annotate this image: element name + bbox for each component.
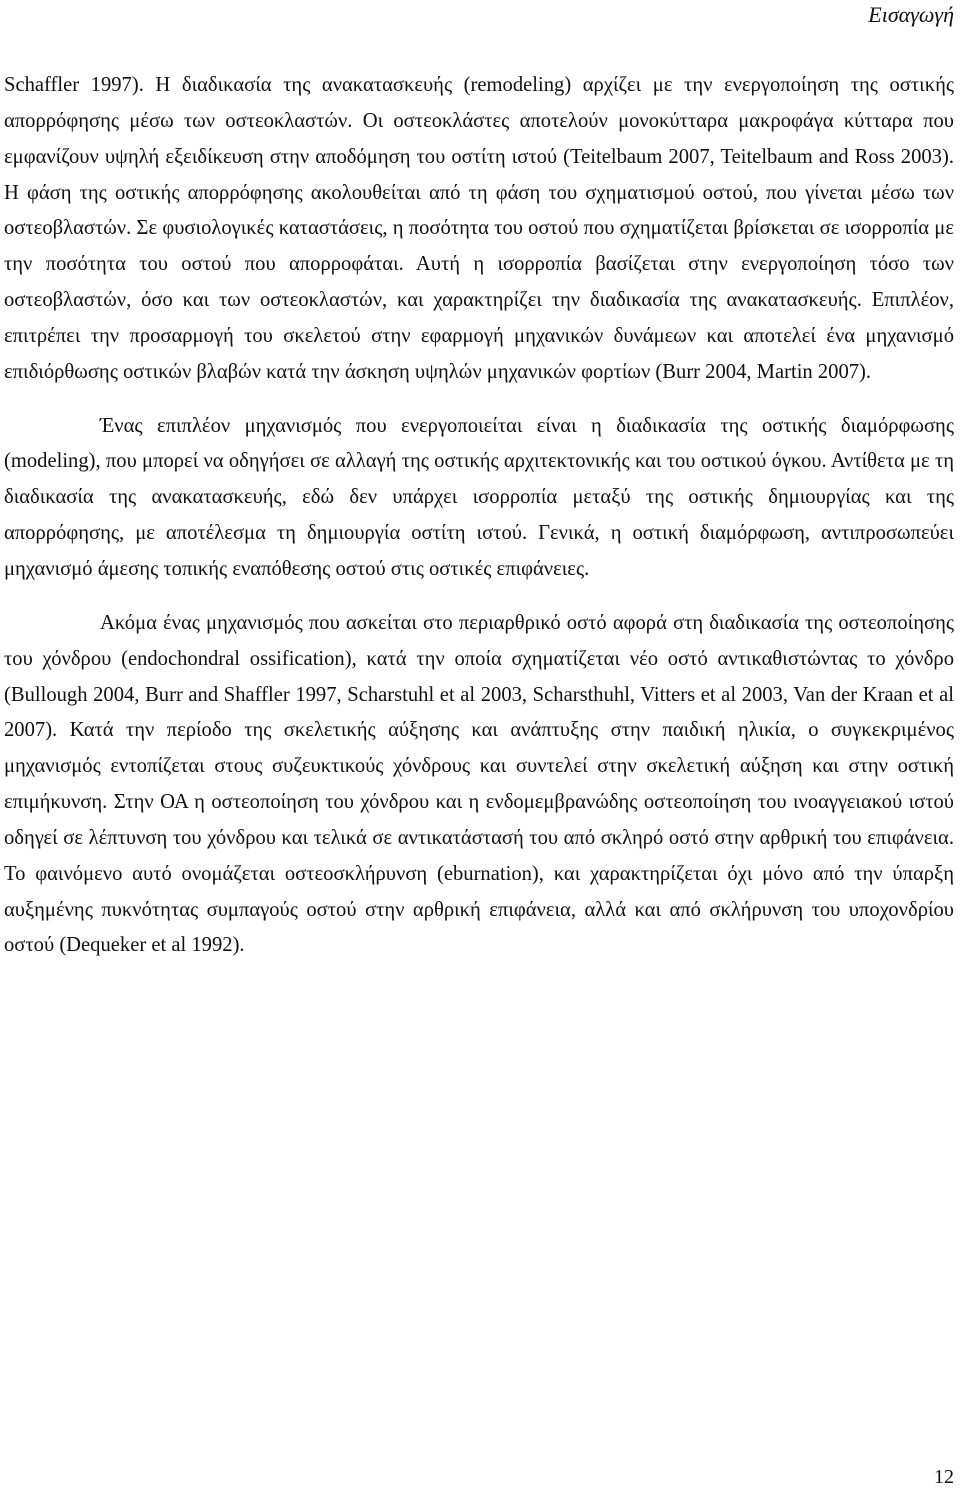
running-header-title: Εισαγωγή [868,2,954,27]
paragraph-3: Ακόμα ένας μηχανισμός που ασκείται στο περιαρθρικό οστό αφορά στη διαδικασία της οστεοποίησης του χόνδρου (endochondral ossification), κατά την οποία σχηματίζεται νέο οστό αντικαθιστώντας το χόνδρο (Bullough 2004, Burr and Shaffler 1997, Scharstuhl et al 2003, Scharsthuhl, Vitters et al 2003, Van der Kraan et al 2007). Κατά την περίοδο της σκελετικής αύξησης και ανάπτυξης στην παιδική ηλικία, ο συγκεκριμένος μηχανισμός εντοπίζεται στους συζευκτικούς χόνδρους και συντελεί στην σκελετική αύξηση και στην οστική επιμήκυνση. Στην ΟΑ η οστεοποίηση του χόνδρου και η ενδομεμβρανώδης οστεοποίηση του ινοαγγειακού ιστού οδηγεί σε λέπτυνση του χόνδρου και τελικά σε αντικατάστασή του από σκληρό οστό στην αρθρική του επιφάνεια. Το φαινόμενο αυτό ονομάζεται οστεοσκλήρυνση (eburnation), και χαρακτηρίζεται όχι μόνο από την ύπαρξη αυξημένης πυκνότητας συμπαγούς οστού στην αρθρική επιφάνεια, αλλά και από σκλήρυνση του υποχονδρίου οστού (Dequeker et al 1992). [4,611,954,957]
page-body [4,68,954,964]
page-number: 12 [934,1466,954,1488]
paragraph-2: Ένας επιπλέον μηχανισμός που ενεργοποιείται είναι η διαδικασία της οστικής διαμόρφωσης (modeling), που μπορεί να οδηγήσει σε αλλαγή της οστικής αρχιτεκτονικής και του οστικού όγκου. Αντίθετα με τη διαδικασία της ανακατασκευής, εδώ δεν υπάρχει ισορροπία μεταξύ της οστικής δημιουργίας και της απορρόφησης, με αποτέλεσμα τη δημιουργία οστίτη ιστού. Γενικά, η οστική διαμόρφωση, αντιπροσωπεύει μηχανισμό άμεσης τοπικής εναπόθεσης οστού στις οστικές επιφάνειες. [4,414,954,580]
paragraph-1: Schaffler 1997). Η διαδικασία της ανακατασκευής (remodeling) αρχίζει με την ενεργοποίηση της οστικής απορρόφησης μέσω των οστεοκλαστών. Οι οστεοκλάστες αποτελούν μονοκύτταρα μακροφάγα κύτταρα που εμφανίζουν υψηλή εξειδίκευση στην αποδόμηση του οστίτη ιστού (Teitelbaum 2007, Teitelbaum and Ross 2003). Η φάση της οστικής απορρόφησης ακολουθείται από τη φάση του σχηματισμού οστού, που γίνεται μέσω των οστεοβλαστών. Σε φυσιολογικές καταστάσεις, η ποσότητα του οστού που σχηματίζεται βρίσκεται σε ισορροπία με την ποσότητα του οστού που απορροφάται. Αυτή η ισορροπία βασίζεται στην ενεργοποίηση τόσο των οστεοβλαστών, όσο και των οστεοκλαστών, και χαρακτηρίζει την διαδικασία της ανακατασκευής. Επιπλέον, επιτρέπει την προσαρμογή του σκελετού στην εφαρμογή μηχανικών δυνάμεων και αποτελεί ένα μηχανισμό επιδιόρθωσης οστικών βλαβών κατά την άσκηση υψηλών μηχανικών φορτίων (Burr 2004, Martin 2007). [4,74,954,383]
